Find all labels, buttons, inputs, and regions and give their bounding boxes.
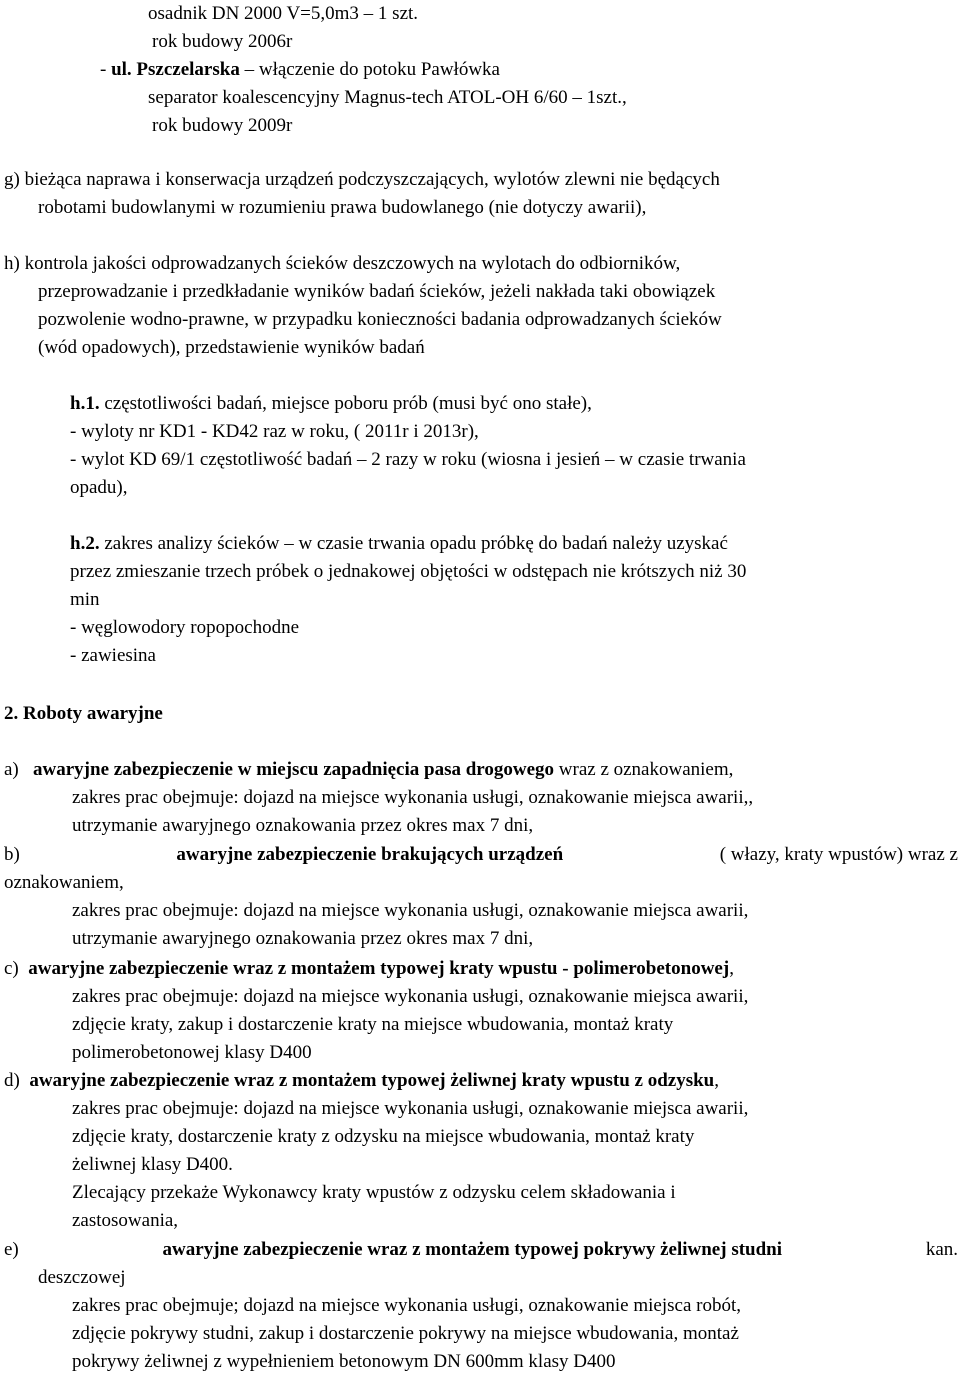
- item-h2-line: przez zmieszanie trzech próbek o jednakowej objętości w odstępach nie krótszych niż 30: [70, 561, 747, 582]
- item-a-line: [4, 756, 733, 784]
- text-line: rok budowy 2006r: [152, 31, 293, 52]
- item-label: c): [4, 958, 19, 979]
- item-h1-line: [70, 390, 592, 418]
- text-span: częstotliwości badań, miejsce poboru prób (musi być ono stałe),: [99, 393, 592, 414]
- item-h-line: pozwolenie wodno-prawne, w przypadku konieczności badania odprowadzanych ścieków: [38, 309, 722, 330]
- item-a-line: utrzymanie awaryjnego oznakowania przez okres max 7 dni,: [72, 815, 534, 836]
- text-span: ( włazy, kraty wpustów) wraz z: [719, 844, 958, 865]
- item-label: b): [4, 844, 20, 865]
- section-heading: 2. Roboty awaryjne: [4, 703, 163, 724]
- item-title: awaryjne zabezpieczenie wraz z montażem typowej kraty wpustu - polimerobetonowej: [28, 958, 730, 979]
- item-d-line: zakres prac obejmuje: dojazd na miejsce wykonania usługi, oznakowanie miejsca awarii,: [72, 1098, 749, 1119]
- item-e-line: zdjęcie pokrywy studni, zakup i dostarczenie pokrywy na miejsce wbudowania, montaż: [72, 1323, 739, 1344]
- item-h-line: (wód opadowych), przedstawienie wyników badań: [38, 337, 425, 358]
- item-number: h.2.: [70, 533, 100, 554]
- item-number: h.1.: [70, 393, 100, 414]
- text-span: h) kontrola jakości odprowadzanych ścieków deszczowych na wylotach do odbiorników,: [4, 253, 681, 274]
- item-c-line: zakres prac obejmuje: dojazd na miejsce wykonania usługi, oznakowanie miejsca awarii,: [72, 986, 749, 1007]
- item-h-line: przeprowadzanie i przedkładanie wyników badań ścieków, jeżeli nakłada taki obowiązek: [38, 281, 716, 302]
- item-g-line: robotami budowlanymi w rozumieniu prawa budowlanego (nie dotyczy awarii),: [38, 197, 647, 218]
- text-span: kan.: [925, 1239, 958, 1260]
- item-c-line: polimerobetonowej klasy D400: [72, 1042, 312, 1063]
- item-d-line: [4, 1067, 719, 1095]
- item-c-line: [4, 955, 734, 983]
- item-b-line: zakres prac obejmuje: dojazd na miejsce wykonania usługi, oznakowanie miejsca awarii,: [72, 900, 749, 921]
- item-h1-line: - wylot KD 69/1 częstotliwość badań – 2 razy w roku (wiosna i jesień – w czasie trwania: [70, 449, 746, 470]
- text-span: – włączenie do potoku Pawłówka: [239, 59, 500, 80]
- text-span: zakres analizy ścieków – w czasie trwania opadu próbkę do badań należy uzyskać: [99, 533, 728, 554]
- item-e-line: deszczowej: [38, 1267, 126, 1288]
- item-title: awaryjne zabezpieczenie wraz z montażem typowej żeliwnej kraty wpustu z odzysku: [29, 1070, 715, 1091]
- item-h-line: [4, 250, 958, 278]
- item-d-line: zdjęcie kraty, dostarczenie kraty z odzysku na miejsce wbudowania, montaż kraty: [72, 1126, 695, 1147]
- item-g-line: g) bieżąca naprawa i konserwacja urządzeń podczyszczających, wylotów zlewni nie będących: [4, 169, 720, 190]
- text-line: osadnik DN 2000 V=5,0m3 – 1 szt.: [148, 3, 419, 24]
- item-d-line: zastosowania,: [72, 1210, 179, 1231]
- item-title: awaryjne zabezpieczenie w miejscu zapadnięcia pasa drogowego: [33, 759, 555, 780]
- item-h2-line: [70, 530, 728, 558]
- text-span: ,: [729, 958, 734, 979]
- item-label: e): [4, 1239, 19, 1260]
- item-h2-line: - zawiesina: [70, 645, 156, 666]
- text-span: ,: [714, 1070, 719, 1091]
- item-label: a): [4, 759, 19, 780]
- item-e-line: zakres prac obejmuje; dojazd na miejsce wykonania usługi, oznakowanie miejsca robót,: [72, 1295, 741, 1316]
- item-e-line: [4, 1236, 958, 1264]
- item-d-line: żeliwnej klasy D400.: [72, 1154, 233, 1175]
- item-e-line: pokrywy żeliwnej z wypełnieniem betonowym DN 600mm klasy D400: [72, 1351, 616, 1372]
- item-c-line: [72, 1011, 958, 1039]
- dash: -: [100, 59, 112, 80]
- item-h1-line: opadu),: [70, 477, 128, 498]
- item-h2-line: min: [70, 589, 100, 610]
- text-span: zdjęcie kraty, zakup i dostarczenie kraty na miejsce wbudowania, montaż kraty: [72, 1014, 674, 1035]
- item-title: awaryjne zabezpieczenie wraz z montażem typowej pokrywy żeliwnej studni: [162, 1239, 783, 1260]
- text-line: separator koalescencyjny Magnus-tech ATOL-OH 6/60 – 1szt.,: [148, 87, 627, 108]
- street-name: ul. Pszczelarska: [111, 59, 240, 80]
- item-title: awaryjne zabezpieczenie brakujących urządzeń: [176, 844, 564, 865]
- text-line: rok budowy 2009r: [152, 115, 293, 136]
- text-line: [100, 56, 500, 84]
- item-label: d): [4, 1070, 20, 1091]
- text-span: wraz z oznakowaniem,: [554, 759, 734, 780]
- item-b-line: [4, 841, 958, 869]
- item-b-line: utrzymanie awaryjnego oznakowania przez okres max 7 dni,: [72, 928, 534, 949]
- item-h1-line: - wyloty nr KD1 - KD42 raz w roku, ( 2011r i 2013r),: [70, 421, 479, 442]
- item-a-line: zakres prac obejmuje: dojazd na miejsce wykonania usługi, oznakowanie miejsca awarii,,: [72, 787, 754, 808]
- item-b-line: oznakowaniem,: [4, 872, 124, 893]
- item-d-line: Zlecający przekaże Wykonawcy kraty wpustów z odzysku celem składowania i: [72, 1182, 676, 1203]
- item-h2-line: - węglowodory ropopochodne: [70, 617, 300, 638]
